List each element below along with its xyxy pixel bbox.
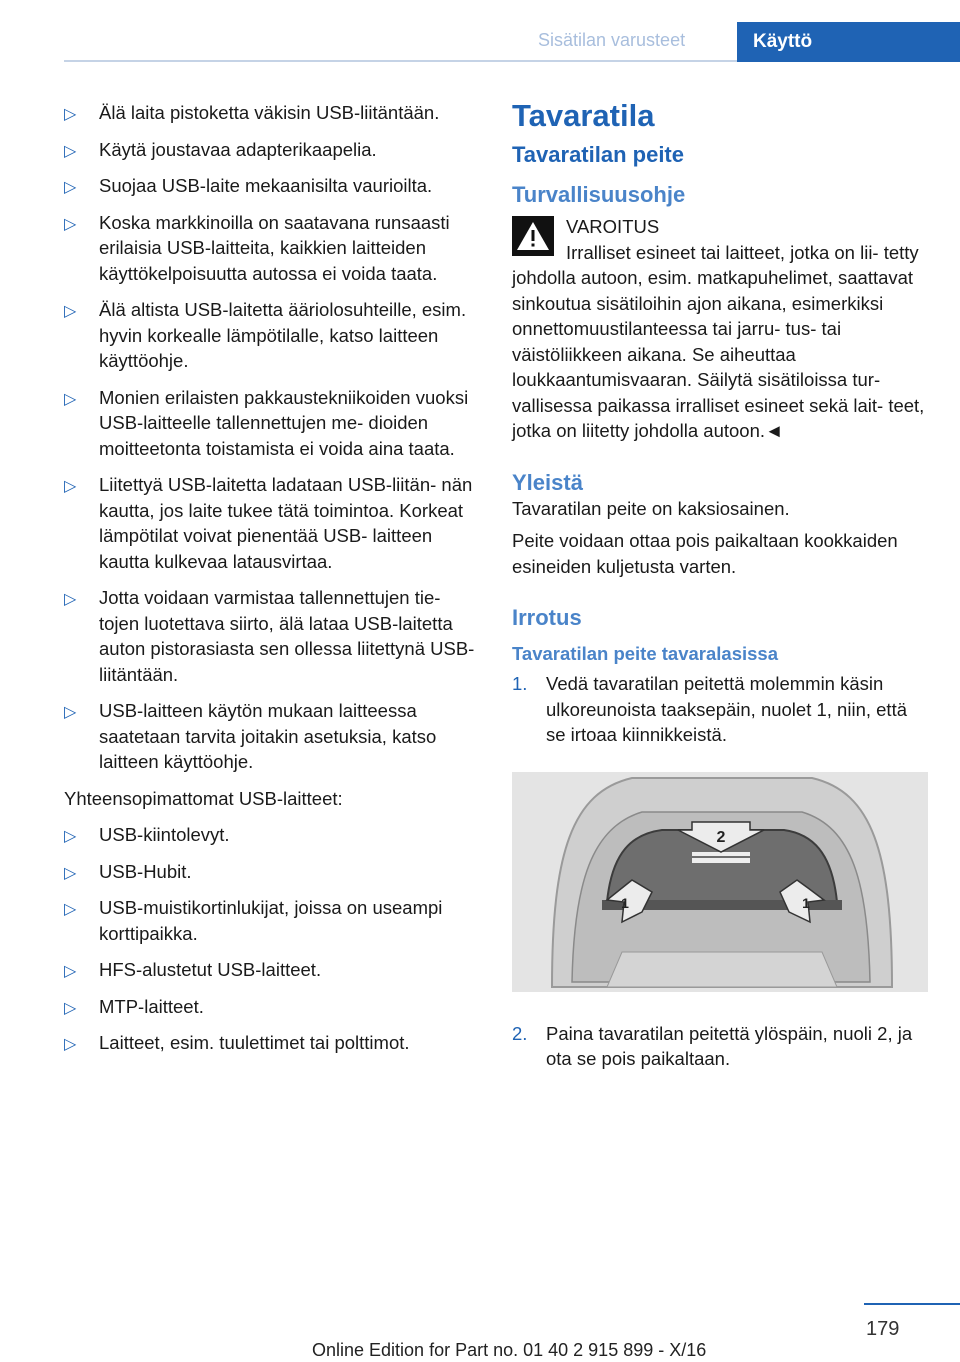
removal-heading: Irrotus — [512, 605, 582, 630]
left-column — [64, 100, 484, 1067]
general-paragraph-1: Tavaratilan peite on kaksiosainen. — [512, 497, 790, 519]
list-item: ▷ Suojaa USB-laite mekaanisilta vaurioilta. — [64, 173, 484, 199]
triangle-bullet-icon: ▷ — [64, 864, 77, 882]
triangle-bullet-icon: ▷ — [64, 142, 77, 160]
triangle-bullet-icon: ▷ — [64, 303, 77, 320]
section-title: Tavaratilan peite — [512, 142, 684, 167]
triangle-bullet-icon: ▷ — [64, 999, 77, 1017]
list-item: ▷ USB-muistikortinlukijat, joissa on useampi korttipaikka. — [64, 897, 443, 944]
incompatible-devices-list — [64, 822, 484, 1056]
removal-steps-cont — [512, 1021, 928, 1072]
footer-rule — [864, 1303, 960, 1305]
list-item: ▷ Älä laita pistoketta väkisin USB-liitäntään. — [64, 100, 484, 126]
list-item: ▷ MTP-laitteet. — [64, 994, 484, 1020]
triangle-bullet-icon: ▷ — [64, 1036, 77, 1053]
warning-text: Irralliset esineet tai laitteet, jotka on lii- tetty johdolla autoon, esim. matkapuhelimet, saattavat sinkoutua sisätiloihin ajon aikana, esimerkiksi onnettomuustilanteessa tai jarru- tus- tai väistöliikkeen aikana. Se aiheuttaa loukkaantumisvaaran. Säilytä sisätiloissa tur- vallisessa paikassa irralliset esineet sekä lait- teet, jotka on liitetty johdolla autoon.◄ — [512, 241, 925, 441]
list-item: ▷ Jotta voidaan varmistaa tallennettujen tie- tojen luotettava siirto, älä lataa USB-laitetta auton pistorasiasta sen ollessa liitettynä USB-liitäntään. — [64, 587, 475, 685]
triangle-bullet-icon: ▷ — [64, 215, 77, 233]
step-number: 2. — [512, 1022, 528, 1044]
step-text: Paina tavaratilan peitettä ylöspäin, nuoli 2, ja ota se pois paikaltaan. — [546, 1022, 913, 1069]
triangle-bullet-icon: ▷ — [64, 901, 77, 918]
incompatible-devices-heading: Yhteensopimattomat USB-laitteet: — [64, 787, 343, 809]
list-item: ▷ USB-laitteen käytön mukaan laitteessa saatetaan tarvita joitakin asetuksia, katso laitteen käyttöohje. — [64, 700, 437, 772]
safety-heading: Turvallisuusohje — [512, 182, 686, 207]
header-section-title: Sisätilan varusteet — [538, 30, 686, 50]
list-item: ▷ Liitettyä USB-laitetta ladataan USB-liitän- nän kautta, jos laite tukee tätä toimintoa. Korkeat lämpötilat voivat pienentää USB- laitteen kautta kulkevaa latausvirtaa. — [64, 474, 473, 572]
arrow-label-1-left: 1 — [621, 894, 629, 911]
list-item: ▷ Monien erilaisten pakkaustekniikoiden vuoksi USB-laitteelle tallennettujen me- dioiden moitteetonta toistamista ei voida aina taata. — [64, 386, 469, 459]
warning-label: VAROITUS — [566, 216, 660, 237]
step-number: 1. — [512, 673, 528, 694]
step-text: Vedä tavaratilan peitettä molemmin käsin ulkoreunoista taaksepäin, nuolet 1, niin, että se irtoaa kiinnikkeistä. — [546, 673, 907, 745]
list-item: ▷ USB-Hubit. — [64, 859, 484, 885]
general-heading: Yleistä — [512, 469, 583, 495]
page-title: Tavaratila — [512, 98, 655, 133]
right-column — [512, 98, 928, 1072]
triangle-bullet-icon: ▷ — [64, 963, 77, 980]
warning-box — [512, 214, 928, 444]
list-item: ▷ HFS-alustetut USB-laitteet. — [64, 957, 484, 983]
triangle-bullet-icon: ▷ — [64, 704, 77, 721]
triangle-bullet-icon: ▷ — [64, 828, 77, 845]
warning-icon — [512, 216, 554, 256]
list-item: ▷ Koska markkinoilla on saatavana runsaasti erilaisia USB-laitteita, kaikkien laitteiden käyttökelpoisuutta autossa ei voida taata. — [64, 211, 450, 284]
removal-steps — [512, 671, 928, 748]
arrow-label-1-right: 1 — [802, 894, 810, 911]
general-paragraph-2: Peite voidaan ottaa pois paikaltaan kookkaiden esineiden kuljetusta varten. — [512, 530, 898, 577]
triangle-bullet-icon: ▷ — [64, 390, 77, 408]
triangle-bullet-icon: ▷ — [64, 591, 77, 608]
triangle-bullet-icon: ▷ — [64, 106, 77, 123]
list-item: ▷ USB-kiintolevyt. — [64, 822, 484, 848]
trunk-cover-illustration — [512, 772, 928, 992]
triangle-bullet-icon: ▷ — [64, 478, 77, 495]
removal-subheading: Tavaratilan peite tavaralasissa — [512, 643, 779, 664]
online-edition-note: Online Edition for Part no. 01 40 2 915 899 - X/16 — [312, 1340, 707, 1360]
header-tab: Käyttö — [737, 22, 960, 62]
arrow-label-2: 2 — [716, 828, 726, 846]
usb-tips-list — [64, 100, 484, 775]
list-item: ▷ Käytä joustavaa adapterikaapelia. — [64, 137, 484, 163]
triangle-bullet-icon: ▷ — [64, 179, 77, 196]
list-item: ▷ Laitteet, esim. tuulettimet tai polttimot. — [64, 1030, 484, 1056]
list-item — [512, 671, 928, 748]
list-item: ▷ Älä altista USB-laitetta ääriolosuhteille, esim. hyvin korkealle lämpötilalle, katso laitteen käyttöohje. — [64, 299, 467, 371]
page-number: 179 — [866, 1318, 900, 1340]
list-item — [512, 1021, 928, 1072]
